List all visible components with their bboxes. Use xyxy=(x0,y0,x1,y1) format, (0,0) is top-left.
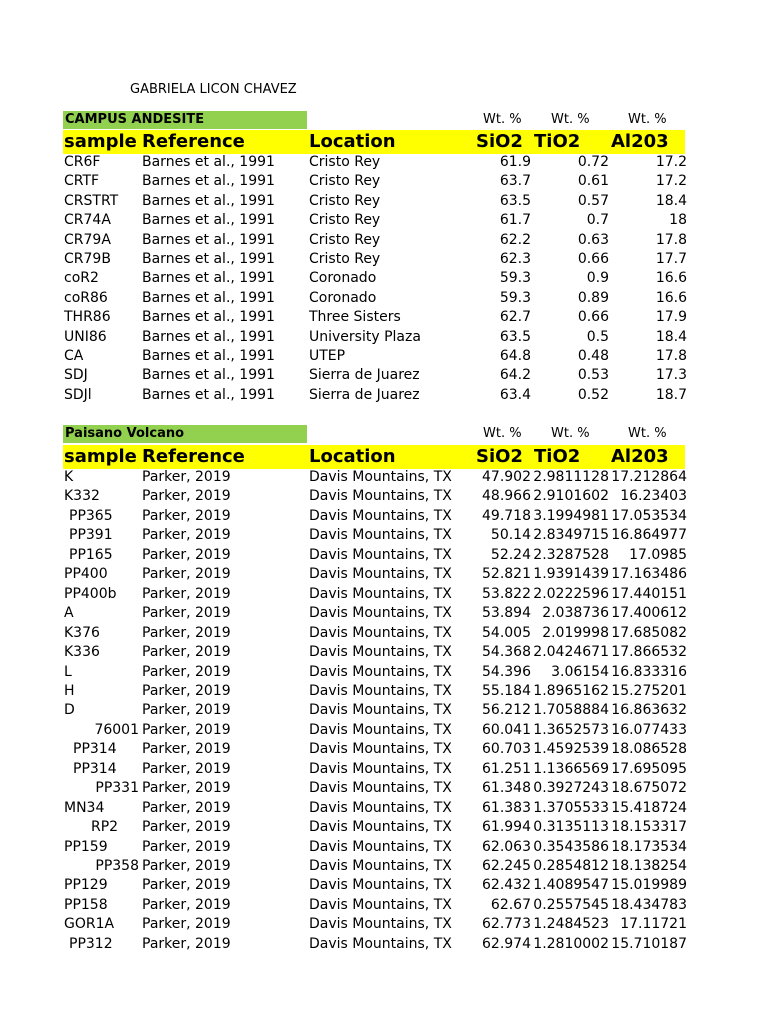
table-row xyxy=(0,153,768,173)
sample-cell: PP165 xyxy=(69,546,113,563)
location-cell: University Plaza xyxy=(309,328,421,345)
table-row xyxy=(0,896,768,916)
table-row xyxy=(0,740,768,760)
location-cell: Cristo Rey xyxy=(309,154,381,170)
table-row xyxy=(0,643,768,663)
tio2-cell: 2.9811128 xyxy=(533,469,609,485)
al2o3-cell: 16.833316 xyxy=(611,663,687,680)
reference-cell: Parker, 2019 xyxy=(142,896,231,913)
al2o3-cell: 16.863632 xyxy=(611,702,687,719)
tio2-cell: 0.3543586 xyxy=(533,838,609,855)
sio2-cell: 49.718 xyxy=(482,507,531,524)
sio2-cell: 61.383 xyxy=(482,799,531,816)
location-cell: Davis Mountains, TX xyxy=(309,896,452,913)
table-row xyxy=(0,386,768,406)
reference-cell: Parker, 2019 xyxy=(142,819,231,836)
sample-cell: CR79A xyxy=(64,231,111,248)
al2o3-cell: 17.212864 xyxy=(611,469,687,485)
table-row xyxy=(0,526,768,546)
reference-cell: Barnes et al., 1991 xyxy=(142,154,275,170)
al2o3-cell: 18.434783 xyxy=(611,896,687,913)
location-cell: Cristo Rey xyxy=(309,212,381,229)
sio2-cell: 62.432 xyxy=(482,877,531,894)
reference-cell: Barnes et al., 1991 xyxy=(142,212,275,229)
sio2-cell: 60.703 xyxy=(482,741,531,758)
reference-cell: Parker, 2019 xyxy=(142,916,231,933)
location-cell: Davis Mountains, TX xyxy=(309,644,452,661)
tio2-cell: 0.72 xyxy=(577,154,609,170)
sample-cell: coR86 xyxy=(64,289,108,306)
al2o3-cell: 16.864977 xyxy=(611,527,687,544)
sample-cell: CR79B xyxy=(64,251,111,267)
tio2-cell: 0.89 xyxy=(577,289,609,306)
table-row xyxy=(0,663,768,683)
location-cell: Davis Mountains, TX xyxy=(309,469,452,485)
sio2-cell: 62.67 xyxy=(490,896,531,913)
reference-cell: Barnes et al., 1991 xyxy=(142,251,275,267)
tio2-cell: 2.3287528 xyxy=(533,546,609,563)
tio2-cell: 0.9 xyxy=(586,270,609,287)
location-cell: Coronado xyxy=(309,270,377,287)
section-title-cell xyxy=(63,425,307,443)
header-sio2: SiO2 xyxy=(476,446,523,467)
reference-cell: Parker, 2019 xyxy=(142,780,231,797)
header-location: Location xyxy=(309,131,396,152)
sio2-cell: 50.14 xyxy=(490,527,531,544)
sio2-cell: 62.245 xyxy=(482,858,531,874)
tio2-cell: 2.0424671 xyxy=(533,644,609,661)
al2o3-cell: 15.275201 xyxy=(611,682,687,699)
header-tio2: TiO2 xyxy=(534,131,581,152)
location-cell: Davis Mountains, TX xyxy=(309,527,452,544)
header-location: Location xyxy=(309,446,396,467)
location-cell: Davis Mountains, TX xyxy=(309,488,452,505)
sample-cell: CA xyxy=(64,348,84,364)
al2o3-cell: 17.2 xyxy=(655,173,687,190)
table-row xyxy=(0,838,768,858)
sample-cell: D xyxy=(64,702,75,719)
sio2-cell: 55.184 xyxy=(482,682,531,699)
sio2-cell: 56.212 xyxy=(482,702,531,719)
sample-cell: PP365 xyxy=(69,507,113,524)
tio2-cell: 0.48 xyxy=(577,348,609,364)
reference-cell: Parker, 2019 xyxy=(142,507,231,524)
sample-cell: PP314 xyxy=(73,741,117,758)
sample-cell: UNI86 xyxy=(64,328,107,345)
sample-cell: PP331 xyxy=(95,780,139,797)
al2o3-unit-label: Wt. % xyxy=(628,112,667,127)
location-cell: Cristo Rey xyxy=(309,251,381,267)
table-row xyxy=(0,487,768,507)
al2o3-cell: 15.418724 xyxy=(611,799,687,816)
location-cell: Cristo Rey xyxy=(309,231,381,248)
al2o3-cell: 18.4 xyxy=(655,192,687,209)
location-cell: Davis Mountains, TX xyxy=(309,566,452,583)
sample-cell: THR86 xyxy=(64,309,111,326)
header-sample: sample xyxy=(64,446,137,467)
sio2-cell: 60.041 xyxy=(482,721,531,738)
tio2-cell: 1.9391439 xyxy=(533,566,609,583)
reference-cell: Parker, 2019 xyxy=(142,566,231,583)
table-row xyxy=(0,468,768,488)
sio2-cell: 62.773 xyxy=(482,916,531,933)
location-cell: Davis Mountains, TX xyxy=(309,877,452,894)
location-cell: Davis Mountains, TX xyxy=(309,507,452,524)
sio2-cell: 61.348 xyxy=(482,780,531,797)
table-row xyxy=(0,507,768,527)
reference-cell: Parker, 2019 xyxy=(142,644,231,661)
location-cell: Davis Mountains, TX xyxy=(309,546,452,563)
sio2-cell: 53.894 xyxy=(482,605,531,622)
al2o3-cell: 18.7 xyxy=(655,386,687,403)
sio2-cell: 63.5 xyxy=(499,192,531,209)
reference-cell: Parker, 2019 xyxy=(142,858,231,874)
header-reference: Reference xyxy=(142,446,245,467)
al2o3-cell: 17.053534 xyxy=(611,507,687,524)
tio2-cell: 0.2854812 xyxy=(533,858,609,874)
reference-cell: Parker, 2019 xyxy=(142,488,231,505)
header-tio2: TiO2 xyxy=(534,446,581,467)
table-row xyxy=(0,250,768,270)
table-row xyxy=(0,799,768,819)
al2o3-cell: 17.695095 xyxy=(611,760,687,777)
tio2-cell: 2.038736 xyxy=(542,605,609,622)
reference-cell: Barnes et al., 1991 xyxy=(142,309,275,326)
sio2-cell: 61.994 xyxy=(482,819,531,836)
reference-cell: Parker, 2019 xyxy=(142,585,231,602)
al2o3-cell: 17.8 xyxy=(655,348,687,364)
reference-cell: Parker, 2019 xyxy=(142,546,231,563)
location-cell: Davis Mountains, TX xyxy=(309,702,452,719)
al2o3-cell: 18.173534 xyxy=(611,838,687,855)
table-row xyxy=(0,624,768,644)
table-row xyxy=(0,269,768,289)
table-row xyxy=(0,760,768,780)
al2o3-cell: 18.4 xyxy=(655,328,687,345)
sio2-cell: 48.966 xyxy=(482,488,531,505)
reference-cell: Parker, 2019 xyxy=(142,663,231,680)
reference-cell: Barnes et al., 1991 xyxy=(142,270,275,287)
sio2-cell: 62.2 xyxy=(499,231,531,248)
tio2-cell: 0.3135113 xyxy=(533,819,609,836)
sio2-cell: 59.3 xyxy=(499,289,531,306)
reference-cell: Barnes et al., 1991 xyxy=(142,173,275,190)
al2o3-cell: 15.019989 xyxy=(611,877,687,894)
reference-cell: Parker, 2019 xyxy=(142,469,231,485)
sample-cell: K336 xyxy=(64,644,100,661)
table-row xyxy=(0,935,768,955)
table-row xyxy=(0,857,768,877)
sio2-cell: 63.4 xyxy=(499,386,531,403)
tio2-cell: 0.61 xyxy=(577,173,609,190)
al2o3-cell: 17.440151 xyxy=(611,585,687,602)
sample-cell: K332 xyxy=(64,488,100,505)
tio2-cell: 0.52 xyxy=(577,386,609,403)
tio2-unit-label: Wt. % xyxy=(551,426,590,441)
table-row xyxy=(0,779,768,799)
sio2-cell: 54.368 xyxy=(482,644,531,661)
al2o3-cell: 17.2 xyxy=(655,154,687,170)
sample-cell: PP312 xyxy=(69,935,113,952)
tio2-cell: 0.53 xyxy=(577,367,609,384)
reference-cell: Parker, 2019 xyxy=(142,624,231,641)
al2o3-cell: 17.11721 xyxy=(620,916,687,933)
tio2-cell: 2.019998 xyxy=(542,624,609,641)
header-al2o3: Al203 xyxy=(611,446,669,467)
tio2-cell: 3.1994981 xyxy=(533,507,609,524)
reference-cell: Barnes et al., 1991 xyxy=(142,367,275,384)
tio2-cell: 2.9101602 xyxy=(533,488,609,505)
sample-cell: SDJ xyxy=(64,367,88,384)
location-cell: Sierra de Juarez xyxy=(309,386,420,403)
tio2-cell: 1.4089547 xyxy=(533,877,609,894)
tio2-cell: 0.63 xyxy=(577,231,609,248)
reference-cell: Barnes et al., 1991 xyxy=(142,192,275,209)
header-sio2: SiO2 xyxy=(476,131,523,152)
al2o3-cell: 17.163486 xyxy=(611,566,687,583)
sample-cell: 76001 xyxy=(94,721,139,738)
reference-cell: Barnes et al., 1991 xyxy=(142,289,275,306)
sample-cell: PP391 xyxy=(69,527,113,544)
table-row xyxy=(0,721,768,741)
table-row xyxy=(0,347,768,367)
tio2-unit-label: Wt. % xyxy=(551,112,590,127)
tio2-cell: 2.0222596 xyxy=(533,585,609,602)
header-reference: Reference xyxy=(142,131,245,152)
sio2-unit-label: Wt. % xyxy=(483,426,522,441)
al2o3-cell: 18.153317 xyxy=(611,819,687,836)
location-cell: Davis Mountains, TX xyxy=(309,799,452,816)
location-cell: Davis Mountains, TX xyxy=(309,760,452,777)
tio2-cell: 1.4592539 xyxy=(533,741,609,758)
sio2-cell: 64.8 xyxy=(499,348,531,364)
table-row xyxy=(0,565,768,585)
sample-cell: PP400b xyxy=(64,585,117,602)
sio2-cell: 54.005 xyxy=(482,624,531,641)
table-row xyxy=(0,546,768,566)
location-cell: Davis Mountains, TX xyxy=(309,721,452,738)
sample-cell: SDJl xyxy=(64,386,92,403)
table-row xyxy=(0,211,768,231)
location-cell: Cristo Rey xyxy=(309,173,381,190)
reference-cell: Parker, 2019 xyxy=(142,605,231,622)
sample-cell: CRSTRT xyxy=(64,192,119,209)
sio2-cell: 47.902 xyxy=(482,469,531,485)
sio2-cell: 64.2 xyxy=(499,367,531,384)
reference-cell: Parker, 2019 xyxy=(142,527,231,544)
location-cell: Three Sisters xyxy=(309,309,401,326)
tio2-cell: 0.57 xyxy=(577,192,609,209)
sio2-cell: 61.7 xyxy=(499,212,531,229)
sio2-cell: 52.24 xyxy=(490,546,531,563)
sample-cell: A xyxy=(64,605,74,622)
location-cell: Davis Mountains, TX xyxy=(309,780,452,797)
reference-cell: Barnes et al., 1991 xyxy=(142,231,275,248)
reference-cell: Parker, 2019 xyxy=(142,741,231,758)
al2o3-cell: 17.7 xyxy=(655,251,687,267)
al2o3-cell: 17.9 xyxy=(655,309,687,326)
tio2-cell: 0.66 xyxy=(577,309,609,326)
sio2-cell: 52.821 xyxy=(482,566,531,583)
al2o3-cell: 17.8 xyxy=(655,231,687,248)
sio2-unit-label: Wt. % xyxy=(483,112,522,127)
reference-cell: Parker, 2019 xyxy=(142,721,231,738)
tio2-cell: 1.3652573 xyxy=(533,721,609,738)
author-name: GABRIELA LICON CHAVEZ xyxy=(130,82,297,97)
table-row xyxy=(0,818,768,838)
table-row xyxy=(0,192,768,212)
sample-cell: PP158 xyxy=(64,896,108,913)
column-header-row xyxy=(63,445,685,469)
table-row xyxy=(0,172,768,192)
tio2-cell: 0.2557545 xyxy=(533,896,609,913)
location-cell: Davis Mountains, TX xyxy=(309,935,452,952)
al2o3-cell: 17.3 xyxy=(655,367,687,384)
reference-cell: Barnes et al., 1991 xyxy=(142,386,275,403)
tio2-cell: 0.66 xyxy=(577,251,609,267)
sample-cell: L xyxy=(64,663,72,680)
location-cell: Davis Mountains, TX xyxy=(309,663,452,680)
reference-cell: Parker, 2019 xyxy=(142,682,231,699)
al2o3-cell: 15.710187 xyxy=(611,935,687,952)
reference-cell: Parker, 2019 xyxy=(142,935,231,952)
reference-cell: Parker, 2019 xyxy=(142,760,231,777)
sample-cell: CR74A xyxy=(64,212,111,229)
sample-cell: PP358 xyxy=(95,858,139,874)
tio2-cell: 1.7058884 xyxy=(533,702,609,719)
sio2-cell: 62.7 xyxy=(499,309,531,326)
sample-cell: PP129 xyxy=(64,877,108,894)
location-cell: Cristo Rey xyxy=(309,192,381,209)
sample-cell: CRTF xyxy=(64,173,100,190)
sio2-cell: 54.396 xyxy=(482,663,531,680)
table-row xyxy=(0,604,768,624)
location-cell: Davis Mountains, TX xyxy=(309,741,452,758)
header-sample: sample xyxy=(64,131,137,152)
al2o3-cell: 16.23403 xyxy=(620,488,687,505)
al2o3-unit-label: Wt. % xyxy=(628,426,667,441)
reference-cell: Parker, 2019 xyxy=(142,838,231,855)
location-cell: Sierra de Juarez xyxy=(309,367,420,384)
location-cell: Davis Mountains, TX xyxy=(309,838,452,855)
location-cell: Davis Mountains, TX xyxy=(309,605,452,622)
sample-cell: CR6F xyxy=(64,154,101,170)
section-title: CAMPUS ANDESITE xyxy=(65,112,205,127)
tio2-cell: 1.8965162 xyxy=(533,682,609,699)
location-cell: Davis Mountains, TX xyxy=(309,682,452,699)
tio2-cell: 0.3927243 xyxy=(533,780,609,797)
al2o3-cell: 17.866532 xyxy=(611,644,687,661)
tio2-cell: 1.3705533 xyxy=(533,799,609,816)
table-row xyxy=(0,682,768,702)
sio2-cell: 53.822 xyxy=(482,585,531,602)
sample-cell: PP159 xyxy=(64,838,108,855)
table-row xyxy=(0,585,768,605)
sample-cell: PP400 xyxy=(64,566,108,583)
table-row xyxy=(0,308,768,328)
sio2-cell: 62.3 xyxy=(499,251,531,267)
sio2-cell: 59.3 xyxy=(499,270,531,287)
location-cell: Davis Mountains, TX xyxy=(309,585,452,602)
al2o3-cell: 16.077433 xyxy=(611,721,687,738)
al2o3-cell: 16.6 xyxy=(655,289,687,306)
tio2-cell: 3.06154 xyxy=(551,663,609,680)
al2o3-cell: 17.0985 xyxy=(629,546,687,563)
table-row xyxy=(0,366,768,386)
column-header-row xyxy=(63,130,685,154)
al2o3-cell: 18.086528 xyxy=(611,741,687,758)
location-cell: Coronado xyxy=(309,289,377,306)
sample-cell: K xyxy=(64,469,74,485)
table-row xyxy=(0,915,768,935)
location-cell: Davis Mountains, TX xyxy=(309,819,452,836)
reference-cell: Barnes et al., 1991 xyxy=(142,348,275,364)
reference-cell: Parker, 2019 xyxy=(142,702,231,719)
tio2-cell: 1.2484523 xyxy=(533,916,609,933)
tio2-cell: 1.1366569 xyxy=(533,760,609,777)
sample-cell: PP314 xyxy=(73,760,117,777)
reference-cell: Parker, 2019 xyxy=(142,799,231,816)
al2o3-cell: 17.685082 xyxy=(611,624,687,641)
sio2-cell: 61.9 xyxy=(499,154,531,170)
tio2-cell: 1.2810002 xyxy=(533,935,609,952)
section-title: Paisano Volcano xyxy=(65,426,185,441)
location-cell: Davis Mountains, TX xyxy=(309,624,452,641)
table-row xyxy=(0,231,768,251)
sio2-cell: 61.251 xyxy=(482,760,531,777)
tio2-cell: 0.7 xyxy=(586,212,609,229)
sio2-cell: 63.5 xyxy=(499,328,531,345)
table-row xyxy=(0,876,768,896)
location-cell: UTEP xyxy=(309,348,346,364)
table-row xyxy=(0,289,768,309)
sio2-cell: 62.063 xyxy=(482,838,531,855)
sio2-cell: 63.7 xyxy=(499,173,531,190)
sample-cell: H xyxy=(64,682,75,699)
al2o3-cell: 18 xyxy=(669,212,687,229)
sio2-cell: 62.974 xyxy=(482,935,531,952)
table-row xyxy=(0,328,768,348)
reference-cell: Barnes et al., 1991 xyxy=(142,328,275,345)
al2o3-cell: 17.400612 xyxy=(611,605,687,622)
al2o3-cell: 18.138254 xyxy=(611,858,687,874)
header-al2o3: Al203 xyxy=(611,131,669,152)
sample-cell: RP2 xyxy=(91,819,119,836)
sample-cell: MN34 xyxy=(64,799,105,816)
sample-cell: GOR1A xyxy=(64,916,115,933)
al2o3-cell: 16.6 xyxy=(655,270,687,287)
sample-cell: K376 xyxy=(64,624,100,641)
sample-cell: coR2 xyxy=(64,270,99,287)
location-cell: Davis Mountains, TX xyxy=(309,858,452,874)
section-title-cell xyxy=(63,111,307,129)
reference-cell: Parker, 2019 xyxy=(142,877,231,894)
tio2-cell: 0.5 xyxy=(586,328,609,345)
location-cell: Davis Mountains, TX xyxy=(309,916,452,933)
tio2-cell: 2.8349715 xyxy=(533,527,609,544)
table-row xyxy=(0,701,768,721)
al2o3-cell: 18.675072 xyxy=(611,780,687,797)
